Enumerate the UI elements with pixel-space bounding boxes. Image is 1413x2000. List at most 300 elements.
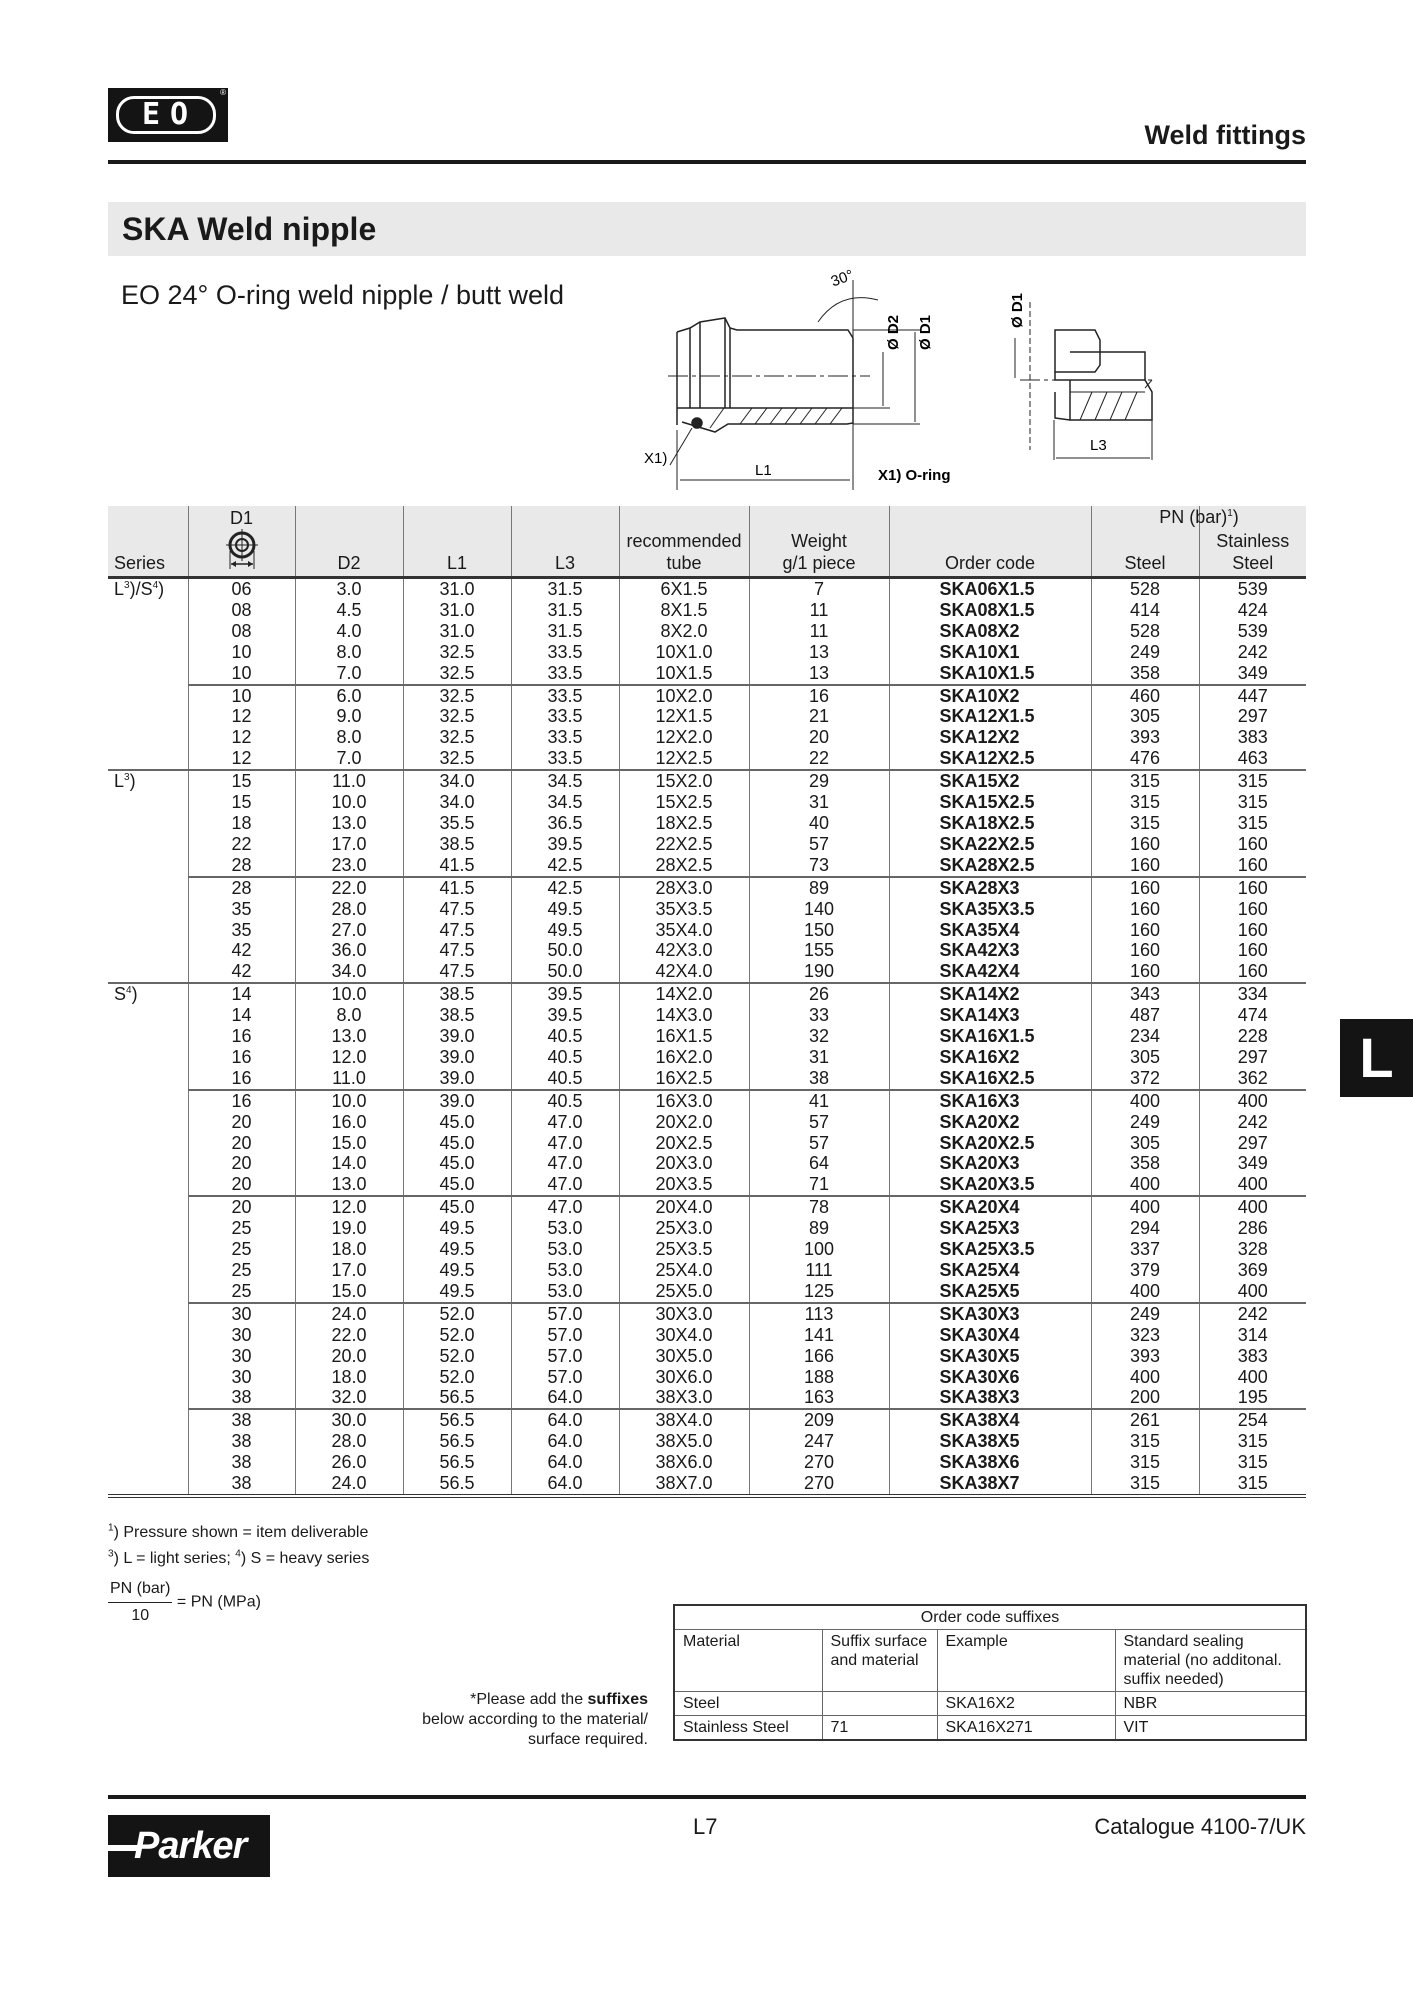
order-code-cell: SKA28X2.5 — [889, 855, 1091, 877]
order-code-cell: SKA35X3.5 — [889, 899, 1091, 920]
d2-cell: 13.0 — [295, 1026, 403, 1047]
table-row — [108, 1325, 1306, 1346]
series-cell — [108, 642, 188, 663]
d1-cell: 10 — [188, 685, 295, 707]
order-code-cell: SKA14X2 — [889, 983, 1091, 1005]
l1-cell: 45.0 — [403, 1112, 511, 1133]
order-code-cell: SKA28X3 — [889, 877, 1091, 899]
weight-cell: 13 — [749, 663, 889, 685]
eo-logo-text: EO — [116, 96, 216, 134]
pn-steel-cell: 400 — [1091, 1090, 1199, 1112]
l3-cell: 57.0 — [511, 1303, 619, 1325]
tube-cell: 20X3.5 — [619, 1174, 749, 1196]
d2-cell: 8.0 — [295, 727, 403, 748]
oring-note: X1) O-ring — [878, 467, 951, 484]
d2-cell: 7.0 — [295, 663, 403, 685]
pn-stainless-cell: 369 — [1199, 1260, 1306, 1281]
d1-cell: 42 — [188, 961, 295, 983]
d1-label-2: Ø D1 — [1009, 292, 1026, 328]
d2-cell: 22.0 — [295, 1325, 403, 1346]
series-cell: $L^3$) — [108, 770, 188, 792]
pn-stainless-cell: 160 — [1199, 855, 1306, 877]
l3-cell: 33.5 — [511, 685, 619, 707]
d1-cell: 30 — [188, 1346, 295, 1367]
l3-cell: 31.5 — [511, 578, 619, 600]
weight-cell: 78 — [749, 1196, 889, 1218]
series-cell — [108, 1112, 188, 1133]
tube-cell: 42X4.0 — [619, 961, 749, 983]
x1-label: X1) — [644, 450, 668, 467]
pn-steel-cell: 372 — [1091, 1068, 1199, 1090]
d1-cell: 20 — [188, 1196, 295, 1218]
dimensions-table — [108, 506, 1306, 1498]
pn-steel-cell: 315 — [1091, 813, 1199, 834]
d2-cell: 26.0 — [295, 1452, 403, 1473]
d2-cell: 4.0 — [295, 621, 403, 642]
tube-cell: 12X2.0 — [619, 727, 749, 748]
pn-stainless-cell: 242 — [1199, 1112, 1306, 1133]
l1-cell: 34.0 — [403, 792, 511, 813]
order-code-cell: SKA42X3 — [889, 940, 1091, 961]
d1-cell: 25 — [188, 1281, 295, 1303]
l3-cell: 33.5 — [511, 706, 619, 727]
l3-cell: 42.5 — [511, 877, 619, 899]
order-code-cell: SKA25X5 — [889, 1281, 1091, 1303]
l1-label: L1 — [755, 462, 772, 479]
table-row — [108, 621, 1306, 642]
d2-cell: 19.0 — [295, 1218, 403, 1239]
d2-cell: 8.0 — [295, 1005, 403, 1026]
pn-steel-cell: 358 — [1091, 663, 1199, 685]
series-cell — [108, 1239, 188, 1260]
d1-cell: 08 — [188, 621, 295, 642]
pn-stainless-cell: 447 — [1199, 685, 1306, 707]
pn-stainless-cell: 315 — [1199, 1431, 1306, 1452]
l3-cell: 40.5 — [511, 1047, 619, 1068]
table-row — [108, 1452, 1306, 1473]
table-row — [108, 770, 1306, 792]
pn-stainless-cell: 474 — [1199, 1005, 1306, 1026]
d2-cell: 4.5 — [295, 600, 403, 621]
weight-cell: 40 — [749, 813, 889, 834]
pn-stainless-cell: 160 — [1199, 899, 1306, 920]
pn-stainless-cell: 297 — [1199, 706, 1306, 727]
suffix-instruction: *Please add the suffixes below according to the material/ surface required. — [422, 1691, 648, 1748]
series-cell — [108, 1325, 188, 1346]
tube-cell: 25X5.0 — [619, 1281, 749, 1303]
order-code-cell: SKA35X4 — [889, 920, 1091, 941]
d2-cell: 34.0 — [295, 961, 403, 983]
table-row — [108, 685, 1306, 707]
d1-cell: 08 — [188, 600, 295, 621]
table-row — [108, 1047, 1306, 1068]
pn-stainless-cell: 315 — [1199, 1473, 1306, 1496]
pn-stainless-cell: 228 — [1199, 1026, 1306, 1047]
pn-steel-cell: 160 — [1091, 834, 1199, 855]
pn-stainless-cell: 314 — [1199, 1325, 1306, 1346]
l3-cell: 49.5 — [511, 899, 619, 920]
d2-cell: 6.0 — [295, 685, 403, 707]
section-tab-l[interactable]: L — [1340, 1019, 1413, 1097]
header-d1 — [188, 506, 295, 578]
pn-steel-cell: 305 — [1091, 1133, 1199, 1154]
tube-cell: 38X7.0 — [619, 1473, 749, 1496]
pn-steel-cell: 337 — [1091, 1239, 1199, 1260]
l3-cell: 34.5 — [511, 770, 619, 792]
l3-cell: 64.0 — [511, 1431, 619, 1452]
pn-steel-cell: 379 — [1091, 1260, 1199, 1281]
pn-stainless-cell: 463 — [1199, 748, 1306, 770]
footnote-3-4: $^3$) L = light series; $^4$) S = heavy series — [108, 1548, 370, 1567]
pn-steel-cell: 460 — [1091, 685, 1199, 707]
pn-steel-cell: 315 — [1091, 1452, 1199, 1473]
d1-cell: 16 — [188, 1068, 295, 1090]
pn-stainless-cell: 362 — [1199, 1068, 1306, 1090]
order-code-cell: SKA20X2.5 — [889, 1133, 1091, 1154]
registered-mark: ® — [220, 88, 226, 97]
d2-cell: 10.0 — [295, 792, 403, 813]
pn-steel-cell: 400 — [1091, 1367, 1199, 1388]
order-code-cell: SKA16X2.5 — [889, 1068, 1091, 1090]
l1-cell: 32.5 — [403, 663, 511, 685]
table-row — [108, 961, 1306, 983]
l1-cell: 45.0 — [403, 1196, 511, 1218]
pn-stainless-cell: 400 — [1199, 1174, 1306, 1196]
d2-label: Ø D2 — [885, 314, 902, 350]
l3-cell: 57.0 — [511, 1325, 619, 1346]
d2-cell: 24.0 — [295, 1473, 403, 1496]
pn-steel-cell: 249 — [1091, 642, 1199, 663]
pn-steel-cell: 305 — [1091, 1047, 1199, 1068]
header-series: Series — [108, 506, 188, 578]
pn-steel-cell: 400 — [1091, 1196, 1199, 1218]
page-title: SKA Weld nipple — [122, 211, 377, 247]
weight-cell: 16 — [749, 685, 889, 707]
d1-cell: 30 — [188, 1367, 295, 1388]
tube-cell: 14X2.0 — [619, 983, 749, 1005]
series-cell — [108, 1090, 188, 1112]
order-code-cell: SKA20X4 — [889, 1196, 1091, 1218]
table-row — [108, 1387, 1306, 1409]
table-row — [108, 1005, 1306, 1026]
suffix-cell — [822, 1692, 937, 1716]
l3-cell: 47.0 — [511, 1196, 619, 1218]
l1-cell: 45.0 — [403, 1133, 511, 1154]
l1-cell: 41.5 — [403, 855, 511, 877]
suffix-cell: SKA16X271 — [937, 1716, 1115, 1741]
l3-cell: 47.0 — [511, 1112, 619, 1133]
order-code-cell: SKA25X3 — [889, 1218, 1091, 1239]
pn-steel-cell: 400 — [1091, 1281, 1199, 1303]
order-code-cell: SKA30X6 — [889, 1367, 1091, 1388]
series-cell — [108, 940, 188, 961]
d2-cell: 15.0 — [295, 1133, 403, 1154]
page-number: L7 — [693, 1814, 718, 1839]
l3-cell: 64.0 — [511, 1452, 619, 1473]
d1-cell: 20 — [188, 1153, 295, 1174]
series-cell — [108, 1196, 188, 1218]
l1-cell: 56.5 — [403, 1473, 511, 1496]
l3-cell: 57.0 — [511, 1367, 619, 1388]
suffix-cell: Steel — [674, 1692, 822, 1716]
l1-cell: 52.0 — [403, 1367, 511, 1388]
suffix-header-cell: Example — [937, 1630, 1115, 1692]
tube-cell: 10X2.0 — [619, 685, 749, 707]
series-cell — [108, 877, 188, 899]
table-row — [108, 1196, 1306, 1218]
table-row — [108, 600, 1306, 621]
tube-cell: 22X2.5 — [619, 834, 749, 855]
order-code-cell: SKA18X2.5 — [889, 813, 1091, 834]
table-row — [108, 983, 1306, 1005]
table-row — [108, 748, 1306, 770]
tube-cell: 8X1.5 — [619, 600, 749, 621]
table-row — [108, 1303, 1306, 1325]
d2-cell: 12.0 — [295, 1047, 403, 1068]
weight-cell: 7 — [749, 578, 889, 600]
tube-cell: 30X5.0 — [619, 1346, 749, 1367]
pn-stainless-cell: 160 — [1199, 834, 1306, 855]
series-cell — [108, 899, 188, 920]
d2-cell: 20.0 — [295, 1346, 403, 1367]
order-code-cell: SKA15X2 — [889, 770, 1091, 792]
l1-cell: 56.5 — [403, 1409, 511, 1431]
pn-steel-cell: 249 — [1091, 1303, 1199, 1325]
angle-label: 30° — [828, 266, 856, 291]
l3-cell: 39.5 — [511, 1005, 619, 1026]
d2-cell: 10.0 — [295, 983, 403, 1005]
d2-cell: 9.0 — [295, 706, 403, 727]
tube-cell: 28X3.0 — [619, 877, 749, 899]
l1-cell: 31.0 — [403, 600, 511, 621]
d1-cell: 14 — [188, 983, 295, 1005]
order-code-cell: SKA10X1 — [889, 642, 1091, 663]
l1-cell: 52.0 — [403, 1346, 511, 1367]
order-code-cell: SKA12X1.5 — [889, 706, 1091, 727]
weight-cell: 188 — [749, 1367, 889, 1388]
pn-steel-cell: 160 — [1091, 877, 1199, 899]
l1-cell: 56.5 — [403, 1452, 511, 1473]
pn-steel-cell: 160 — [1091, 920, 1199, 941]
series-cell — [108, 1047, 188, 1068]
l3-cell: 49.5 — [511, 920, 619, 941]
pn-steel-cell: 400 — [1091, 1174, 1199, 1196]
d1-cell: 30 — [188, 1303, 295, 1325]
d2-cell: 18.0 — [295, 1367, 403, 1388]
tube-cell: 30X3.0 — [619, 1303, 749, 1325]
l3-cell: 64.0 — [511, 1409, 619, 1431]
header-d1-label: D1 — [229, 508, 253, 528]
weight-cell: 73 — [749, 855, 889, 877]
table-row — [108, 877, 1306, 899]
header-pn: PN (bar)$^1$) — [1159, 507, 1239, 527]
d2-cell: 13.0 — [295, 813, 403, 834]
pn-stainless-cell: 328 — [1199, 1239, 1306, 1260]
table-row — [108, 1174, 1306, 1196]
d1-cell: 20 — [188, 1174, 295, 1196]
l3-cell: 40.5 — [511, 1090, 619, 1112]
l3-cell: 57.0 — [511, 1346, 619, 1367]
table-row — [108, 663, 1306, 685]
l1-cell: 39.0 — [403, 1068, 511, 1090]
table-row — [108, 1367, 1306, 1388]
series-cell — [108, 1218, 188, 1239]
weight-cell: 190 — [749, 961, 889, 983]
pn-steel-cell: 315 — [1091, 1431, 1199, 1452]
d1-cell: 16 — [188, 1026, 295, 1047]
l3-cell: 47.0 — [511, 1133, 619, 1154]
d1-cell: 14 — [188, 1005, 295, 1026]
order-code-cell: SKA12X2.5 — [889, 748, 1091, 770]
tube-cell: 12X1.5 — [619, 706, 749, 727]
pn-stainless-cell: 297 — [1199, 1047, 1306, 1068]
d2-cell: 3.0 — [295, 578, 403, 600]
tube-cell: 25X3.5 — [619, 1239, 749, 1260]
tube-cell: 35X3.5 — [619, 899, 749, 920]
l3-cell: 40.5 — [511, 1068, 619, 1090]
header-rule — [108, 160, 1306, 164]
pn-stainless-cell: 400 — [1199, 1090, 1306, 1112]
technical-drawing — [640, 260, 1320, 500]
weight-cell: 11 — [749, 621, 889, 642]
weight-cell: 31 — [749, 1047, 889, 1068]
series-cell — [108, 834, 188, 855]
d2-cell: 28.0 — [295, 899, 403, 920]
l3-cell: 31.5 — [511, 621, 619, 642]
pn-steel-cell: 315 — [1091, 1473, 1199, 1496]
order-code-cell: SKA16X3 — [889, 1090, 1091, 1112]
d1-cell: 38 — [188, 1387, 295, 1409]
pn-stainless-cell: 539 — [1199, 578, 1306, 600]
weight-cell: 38 — [749, 1068, 889, 1090]
l3-cell: 50.0 — [511, 940, 619, 961]
suffix-cell: VIT — [1115, 1716, 1306, 1741]
l3-cell: 33.5 — [511, 663, 619, 685]
pn-stainless-cell: 242 — [1199, 1303, 1306, 1325]
suffix-cell: Stainless Steel — [674, 1716, 822, 1741]
l1-cell: 47.5 — [403, 899, 511, 920]
header-weight: Weight g/1 piece — [749, 506, 889, 578]
d1-cell: 30 — [188, 1325, 295, 1346]
series-cell — [108, 855, 188, 877]
pn-steel-cell: 294 — [1091, 1218, 1199, 1239]
tube-cell: 16X2.5 — [619, 1068, 749, 1090]
l1-cell: 32.5 — [403, 642, 511, 663]
table-row — [108, 642, 1306, 663]
series-cell — [108, 1281, 188, 1303]
d2-cell: 18.0 — [295, 1239, 403, 1260]
d1-cell: 38 — [188, 1452, 295, 1473]
l3-cell: 39.5 — [511, 834, 619, 855]
pn-steel-cell: 393 — [1091, 727, 1199, 748]
pn-steel-cell: 487 — [1091, 1005, 1199, 1026]
d1-cell: 10 — [188, 642, 295, 663]
l1-cell: 45.0 — [403, 1153, 511, 1174]
suffix-table-caption: Order code suffixes — [674, 1605, 1306, 1630]
l1-cell: 32.5 — [403, 727, 511, 748]
order-code-cell: SKA22X2.5 — [889, 834, 1091, 855]
l1-cell: 47.5 — [403, 940, 511, 961]
weight-cell: 13 — [749, 642, 889, 663]
d2-cell: 10.0 — [295, 1090, 403, 1112]
suffix-row — [674, 1716, 1306, 1741]
pn-stainless-cell: 539 — [1199, 621, 1306, 642]
series-cell — [108, 1346, 188, 1367]
weight-cell: 32 — [749, 1026, 889, 1047]
eo-logo — [108, 88, 228, 142]
tube-cell: 35X4.0 — [619, 920, 749, 941]
tube-cell: 20X4.0 — [619, 1196, 749, 1218]
pn-steel-cell: 315 — [1091, 770, 1199, 792]
pn-stainless-cell: 315 — [1199, 792, 1306, 813]
pn-stainless-cell: 400 — [1199, 1281, 1306, 1303]
weight-cell: 20 — [749, 727, 889, 748]
l1-cell: 32.5 — [403, 748, 511, 770]
order-code-cell: SKA38X5 — [889, 1431, 1091, 1452]
table-row — [108, 1281, 1306, 1303]
d1-label: Ø D1 — [917, 314, 934, 350]
tube-cell: 30X6.0 — [619, 1367, 749, 1388]
pn-stainless-cell: 400 — [1199, 1367, 1306, 1388]
pn-steel-cell: 315 — [1091, 792, 1199, 813]
table-row — [108, 727, 1306, 748]
section-title: Weld fittings — [1144, 120, 1306, 150]
order-code-cell: SKA15X2.5 — [889, 792, 1091, 813]
series-cell: $L^3)/S^4$) — [114, 579, 165, 599]
header-d2: D2 — [295, 506, 403, 578]
pn-steel-cell: 160 — [1091, 855, 1199, 877]
weight-cell: 270 — [749, 1452, 889, 1473]
d1-cell: 20 — [188, 1112, 295, 1133]
table-row — [108, 1409, 1306, 1431]
conversion-formula: $\frac{\text{PN (bar)}}{10}$ = PN (MPa) — [108, 1576, 369, 1629]
order-code-cell: SKA25X4 — [889, 1260, 1091, 1281]
d2-cell: 8.0 — [295, 642, 403, 663]
pn-steel-cell: 249 — [1091, 1112, 1199, 1133]
pn-steel-cell: 323 — [1091, 1325, 1199, 1346]
order-code-cell: SKA38X3 — [889, 1387, 1091, 1409]
l3-cell: 33.5 — [511, 642, 619, 663]
order-code-cell: SKA14X3 — [889, 1005, 1091, 1026]
l1-cell: 39.0 — [403, 1090, 511, 1112]
l1-cell: 39.0 — [403, 1047, 511, 1068]
d2-cell: 22.0 — [295, 877, 403, 899]
order-code-cell: SKA20X2 — [889, 1112, 1091, 1133]
diameter-target-icon — [224, 529, 260, 569]
tube-cell: 20X2.0 — [619, 1112, 749, 1133]
l1-cell: 52.0 — [403, 1325, 511, 1346]
series-cell — [108, 1409, 188, 1431]
pn-steel-cell: 200 — [1091, 1387, 1199, 1409]
d1-cell: 18 — [188, 813, 295, 834]
d1-cell: 12 — [188, 706, 295, 727]
suffix-cell: 71 — [822, 1716, 937, 1741]
d1-cell: 20 — [188, 1133, 295, 1154]
table-row — [108, 855, 1306, 877]
pn-steel-cell: 528 — [1091, 621, 1199, 642]
suffix-table-header — [674, 1630, 1306, 1692]
order-code-suffixes-table — [673, 1604, 1307, 1741]
table-row — [108, 1218, 1306, 1239]
series-cell — [108, 706, 188, 727]
pn-steel-cell: 234 — [1091, 1026, 1199, 1047]
table-row — [108, 1068, 1306, 1090]
l3-cell: 64.0 — [511, 1473, 619, 1496]
pn-steel-cell: 343 — [1091, 983, 1199, 1005]
l1-cell: 34.0 — [403, 770, 511, 792]
l3-cell: 31.5 — [511, 600, 619, 621]
tube-cell: 16X2.0 — [619, 1047, 749, 1068]
